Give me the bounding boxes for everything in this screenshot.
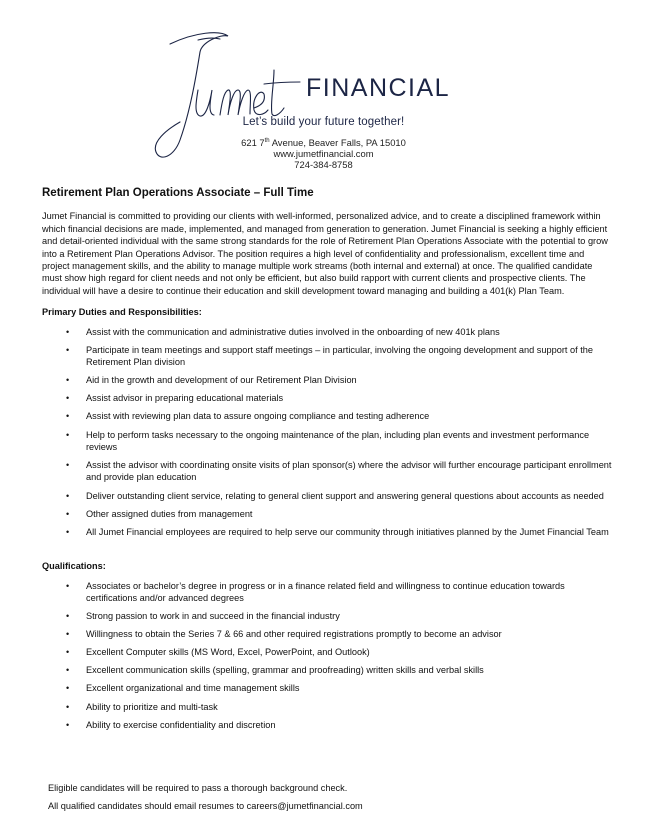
bullet-icon: • <box>66 460 70 471</box>
website: www.jumetfinancial.com <box>273 148 374 159</box>
phone-number: 724-384-8758 <box>294 159 353 170</box>
list-item: • Excellent organizational and time management skills <box>66 683 300 694</box>
bullet-icon: • <box>66 683 70 694</box>
list-item: • Assist with reviewing plan data to assure ongoing compliance and testing adherence <box>66 411 430 422</box>
letterhead <box>0 0 647 180</box>
list-item: • Strong passion to work in and succeed in the financial industry <box>66 611 340 622</box>
list-item: • Ability to prioritize and multi-task <box>66 701 218 712</box>
bullet-icon: • <box>66 393 70 404</box>
bullet-icon: • <box>66 490 70 501</box>
list-item: • Other assigned duties from management <box>66 508 253 519</box>
bullet-icon: • <box>66 508 70 519</box>
list-item: • Participate in team meetings and support staff meetings – in particular, involving the ongoing development and support of the Retirement Plan division <box>66 344 593 368</box>
bullet-icon: • <box>66 665 70 676</box>
bullet-icon: • <box>66 429 70 440</box>
list-item: • Excellent communication skills (spelling, grammar and proofreading) written skills and verbal skills <box>66 665 484 676</box>
duties-list <box>42 326 612 538</box>
list-item: • All Jumet Financial employees are required to help serve our community through initiatives planned by the Jumet Financial Team <box>66 526 609 537</box>
bullet-icon: • <box>66 375 70 386</box>
bullet-icon: • <box>66 344 70 355</box>
bullet-icon: • <box>66 701 70 712</box>
qualifications-heading: Qualifications: <box>42 561 106 572</box>
qualifications-list <box>42 580 612 731</box>
list-item: • Ability to exercise confidentiality and discretion <box>66 719 276 730</box>
job-posting <box>42 187 612 737</box>
job-intro-paragraph: Jumet Financial is committed to providing our clients with well-informed, personalized advice, and to create a disciplined framework within which financial decisions are made, implemented, and managed from generation to generation. Jumet Financial is seeking a highly efficient and detail-oriented individual with the same strong standards for the role of Retirement Plan Operations Associate with the potential to grow into a Retirement Plan Operations Advisor. The position requires a high level of confidentiality and professionalism, excellent time and project management skills, and the ability to manage multiple work streams (both internal and external) at once. The qualified candidate must show high regard for client needs and not only be efficient, but also build rapport with current clients and prospective clients. The individual will have a desire to continue their education and skill development toward managing and building a 401(k) Plan Team. <box>42 211 608 296</box>
bullet-icon: • <box>66 647 70 658</box>
bullet-icon: • <box>66 526 70 537</box>
list-item: • Assist with the communication and administrative duties involved in the onboarding of new 401k plans <box>66 326 500 337</box>
list-item: • Deliver outstanding client service, relating to general client support and answering general questions about accounts as needed <box>66 490 604 501</box>
street-address: 621 7th Avenue, Beaver Falls, PA 15010 <box>241 137 406 148</box>
bullet-icon: • <box>66 580 70 591</box>
bullet-icon: • <box>66 611 70 622</box>
list-item: • Assist advisor in preparing educational materials <box>66 393 284 404</box>
list-item: • Willingness to obtain the Series 7 & 66 and other required registrations promptly to become an advisor <box>66 629 502 640</box>
bullet-icon: • <box>66 719 70 730</box>
bullet-icon: • <box>66 629 70 640</box>
list-item: • Excellent Computer skills (MS Word, Excel, PowerPoint, and Outlook) <box>66 647 370 658</box>
job-title: Retirement Plan Operations Associate – Full Time <box>42 187 314 199</box>
list-item: • Aid in the growth and development of our Retirement Plan Division <box>66 375 357 386</box>
bullet-icon: • <box>66 411 70 422</box>
background-check-note: Eligible candidates will be required to pass a thorough background check. <box>48 783 348 793</box>
list-item: • Help to perform tasks necessary to the ongoing maintenance of the plan, including plan events and investment performance reviews <box>66 429 590 452</box>
list-item: • Assist the advisor with coordinating onsite visits of plan sponsor(s) where the advisor will further encourage participant enrollment and provide plan education <box>66 460 612 483</box>
list-item: • Associates or bachelor’s degree in progress or in a finance related field and willingness to continue education towards certifications and/or advanced degrees <box>66 580 565 603</box>
tagline: Let’s build your future together! <box>242 116 405 128</box>
apply-instructions: All qualified candidates should email resumes to careers@jumetfinancial.com <box>48 801 363 811</box>
bullet-icon: • <box>66 326 70 337</box>
duties-heading: Primary Duties and Responsibilities: <box>42 307 202 318</box>
logo-wordmark: FINANCIAL <box>306 74 451 102</box>
